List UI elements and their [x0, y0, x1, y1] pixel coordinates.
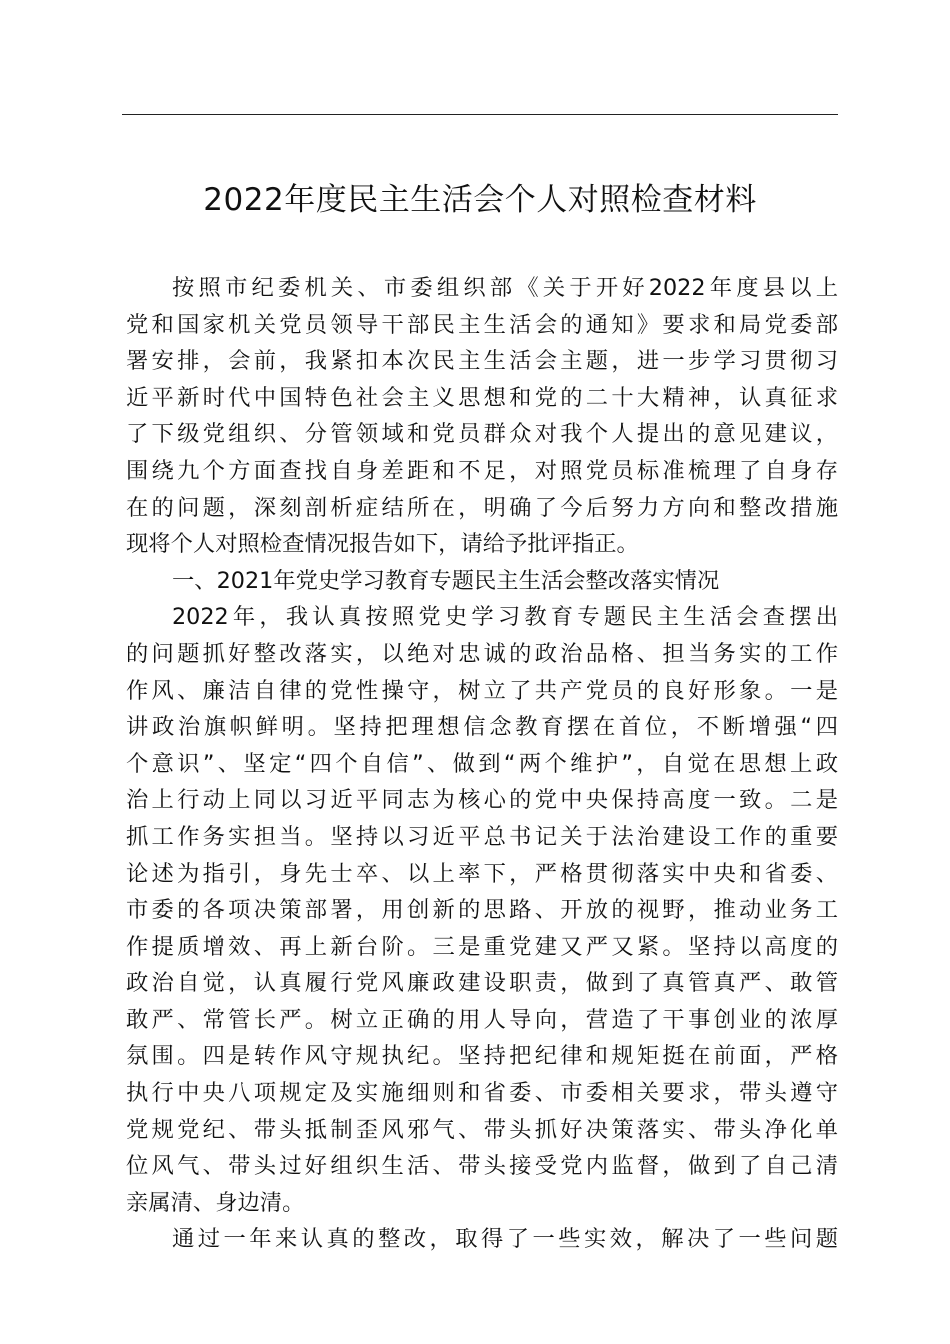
- document-body: [126, 270, 838, 1258]
- body-line: 个意识”、坚定“四个自信”、做到“两个维护”，自觉在思想上政: [126, 750, 838, 777]
- body-line: 的问题抓好整改落实，以绝对忠诚的政治品格、担当务实的工作: [126, 640, 838, 667]
- body-line: 执行中央八项规定及实施细则和省委、市委相关要求，带头遵守: [126, 1080, 838, 1107]
- document-title: 2022年度民主生活会个人对照检查材料: [203, 182, 757, 218]
- body-line: 近平新时代中国特色社会主义思想和党的二十大精神，认真征求: [126, 384, 838, 411]
- body-line: 一、2021年党史学习教育专题民主生活会整改落实情况: [172, 567, 720, 594]
- body-line: 署安排，会前，我紧扣本次民主生活会主题，进一步学习贯彻习: [126, 348, 838, 375]
- body-line: 抓工作务实担当。坚持以习近平总书记关于法治建设工作的重要: [126, 823, 838, 850]
- body-line: 党规党纪、带头抵制歪风邪气、带头抓好决策落实、带头净化单: [126, 1116, 838, 1143]
- header-rule: [122, 114, 838, 115]
- body-line: 2022年，我认真按照党史学习教育专题民主生活会查摆出: [172, 604, 838, 631]
- body-line: 氛围。四是转作风守规执纪。坚持把纪律和规矩挺在前面，严格: [126, 1043, 838, 1070]
- body-line: 治上行动上同以习近平同志为核心的党中央保持高度一致。二是: [126, 787, 838, 814]
- body-line: 作提质增效、再上新台阶。三是重党建又严又紧。坚持以高度的: [126, 933, 838, 960]
- body-line: 亲属清、身边清。: [126, 1189, 305, 1216]
- body-line: 讲政治旗帜鲜明。坚持把理想信念教育摆在首位，不断增强“四: [126, 714, 838, 741]
- body-line: 位风气、带头过好组织生活、带头接受党内监督，做到了自己清: [126, 1153, 838, 1180]
- body-line: 敢严、常管长严。树立正确的用人导向，营造了干事创业的浓厚: [126, 1006, 838, 1033]
- body-line: 政治自觉，认真履行党风廉政建设职责，做到了真管真严、敢管: [126, 970, 838, 997]
- body-line: 市委的各项决策部署，用创新的思路、开放的视野，推动业务工: [126, 897, 838, 924]
- body-line: 了下级党组织、分管领域和党员群众对我个人提出的意见建议，: [126, 421, 838, 448]
- body-line: 论述为指引，身先士卒、以上率下，严格贯彻落实中央和省委、: [126, 860, 838, 887]
- body-line: 按照市纪委机关、市委组织部《关于开好2022年度县以上: [172, 275, 838, 301]
- body-line: 党和国家机关党员领导干部民主生活会的通知》要求和局党委部: [126, 311, 838, 338]
- body-line: 作风、廉洁自律的党性操守，树立了共产党员的良好形象。一是: [126, 677, 838, 704]
- body-line: 围绕九个方面查找自身差距和不足，对照党员标准梳理了自身存: [126, 457, 838, 484]
- body-line: 在的问题，深刻剖析症结所在，明确了今后努力方向和整改措施: [126, 494, 838, 521]
- body-line: 通过一年来认真的整改，取得了一些实效，解决了一些问题: [172, 1226, 838, 1253]
- body-line: 现将个人对照检查情况报告如下，请给予批评指正。: [126, 531, 639, 558]
